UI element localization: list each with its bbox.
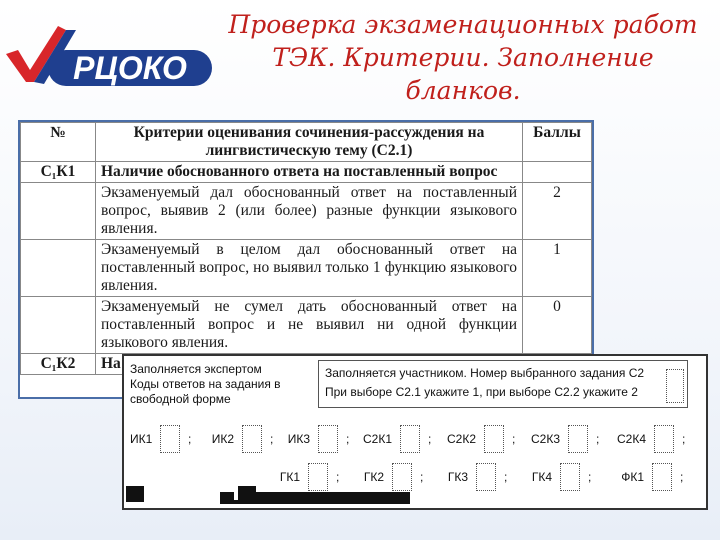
criterion-text: Наличие обоснованного ответа на поставленный вопрос — [96, 162, 523, 183]
field-label: ГК4 — [531, 470, 552, 484]
field-label: ИК3 — [287, 432, 310, 446]
table-row — [21, 240, 592, 297]
field-label: С2К1 — [362, 432, 392, 446]
participant-header: Заполняется участником. Номер выбранного задания С2 — [325, 366, 645, 380]
task-choice-input[interactable] — [666, 369, 684, 403]
field-ik2 — [210, 424, 273, 454]
criterion-text: На — [96, 354, 523, 375]
registration-mark — [238, 486, 256, 502]
c2k2-input[interactable] — [484, 425, 504, 453]
table-row — [21, 183, 592, 240]
code-row-2 — [124, 462, 706, 492]
field-separator: ; — [188, 432, 192, 446]
gk2-input[interactable] — [392, 463, 412, 491]
participant-section — [318, 360, 688, 408]
field-label: ФК1 — [621, 470, 644, 484]
field-separator: ; — [270, 432, 274, 446]
answer-form — [122, 354, 708, 510]
field-label: ГК3 — [447, 470, 468, 484]
field-ik3 — [286, 424, 349, 454]
criterion-code: С₁К1 — [21, 162, 96, 183]
field-separator: ; — [346, 432, 350, 446]
field-c2k2 — [444, 424, 515, 454]
field-label: ГК2 — [363, 470, 384, 484]
field-label: ГК1 — [279, 470, 300, 484]
expert-section — [130, 362, 312, 407]
field-fk1 — [608, 462, 683, 492]
field-separator: ; — [680, 470, 684, 484]
logo-text: РЦОКО — [73, 50, 187, 86]
field-ik1 — [130, 424, 191, 454]
field-c2k3 — [528, 424, 599, 454]
field-c2k1 — [360, 424, 431, 454]
criterion-score: 2 — [523, 183, 592, 240]
field-separator: ; — [504, 470, 508, 484]
ik3-input[interactable] — [318, 425, 338, 453]
gk1-input[interactable] — [308, 463, 328, 491]
participant-hint: При выборе С2.1 укажите 1, при выборе С2.2 укажите 2 — [325, 385, 638, 399]
field-gk2 — [356, 462, 423, 492]
table-row — [21, 162, 592, 183]
field-separator: ; — [336, 470, 340, 484]
criterion-text: Экзаменуемый в целом дал обоснованный ответ на поставленный вопрос, но выявил только 1 функцию языкового явления. — [96, 240, 523, 297]
table-header-row — [21, 123, 592, 162]
criterion-score: 0 — [523, 297, 592, 354]
field-separator: ; — [420, 470, 424, 484]
slide-title: Проверка экзаменационных работ ТЭК. Критерии. Заполнение бланков. — [228, 10, 698, 105]
rcoko-logo — [4, 20, 216, 90]
criterion-code — [21, 183, 96, 240]
criterion-code: С₁К2 — [21, 354, 96, 375]
c2k1-input[interactable] — [400, 425, 420, 453]
criterion-score — [523, 162, 592, 183]
field-label: С2К3 — [530, 432, 560, 446]
field-separator: ; — [596, 432, 600, 446]
ik2-input[interactable] — [242, 425, 262, 453]
fk1-input[interactable] — [652, 463, 672, 491]
field-label: С2К2 — [446, 432, 476, 446]
field-separator: ; — [428, 432, 432, 446]
field-separator: ; — [588, 470, 592, 484]
field-gk3 — [440, 462, 507, 492]
code-row-1 — [124, 424, 706, 454]
gk3-input[interactable] — [476, 463, 496, 491]
gk4-input[interactable] — [560, 463, 580, 491]
field-label: С2К4 — [616, 432, 646, 446]
field-separator: ; — [682, 432, 686, 446]
expert-header: Заполняется экспертом — [130, 362, 262, 376]
header-criteria: Критерии оценивания сочинения-рассуждения на лингвистическую тему (С2.1) — [96, 123, 523, 162]
criteria-table — [20, 122, 592, 375]
field-gk4 — [524, 462, 591, 492]
criterion-code — [21, 240, 96, 297]
c2k4-input[interactable] — [654, 425, 674, 453]
criterion-text: Экзаменуемый дал обоснованный ответ на поставленный вопрос, выявив 2 (или более) разные функции языкового явления. — [96, 183, 523, 240]
expert-subheader: Коды ответов на задания в свободной форме — [130, 377, 281, 406]
criterion-text: Экзаменуемый не сумел дать обоснованный ответ на поставленный вопрос и не выявил ни одной функции языкового явления. — [96, 297, 523, 354]
field-label: ИК2 — [211, 432, 234, 446]
header-score: Баллы — [523, 123, 592, 162]
criterion-code — [21, 297, 96, 354]
header-number: № — [21, 123, 96, 162]
c2k3-input[interactable] — [568, 425, 588, 453]
criterion-score: 1 — [523, 240, 592, 297]
ik1-input[interactable] — [160, 425, 180, 453]
field-separator: ; — [512, 432, 516, 446]
field-gk1 — [272, 462, 339, 492]
table-row — [21, 297, 592, 354]
field-label: ИК1 — [130, 432, 153, 446]
field-c2k4 — [612, 424, 685, 454]
registration-mark — [126, 486, 144, 502]
